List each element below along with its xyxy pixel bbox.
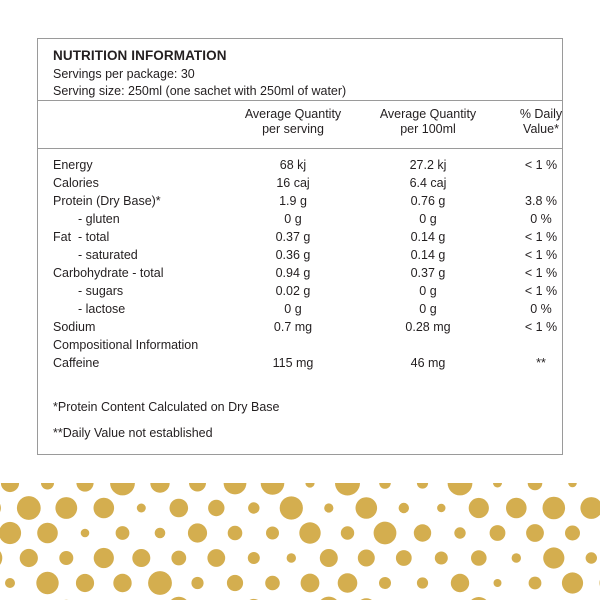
column-header-per-serving bbox=[228, 107, 358, 137]
serving-size: Serving size: 250ml (one sachet with 250ml of water) bbox=[53, 84, 347, 98]
nutrient-value-per-serving: 0 g bbox=[284, 302, 302, 316]
nutrient-label: Sodium bbox=[53, 320, 96, 334]
nutrient-value-per-serving: 115 mg bbox=[272, 356, 314, 370]
nutrient-daily-value: < 1 % bbox=[524, 248, 558, 262]
table-row bbox=[38, 264, 562, 282]
footnote: *Protein Content Calculated on Dry Base bbox=[53, 400, 280, 414]
nutrient-value-per-100ml: 0 g bbox=[419, 302, 437, 316]
nutrient-value-per-100ml: 0.14 g bbox=[410, 248, 446, 262]
nutrient-label: Fat - total bbox=[53, 230, 110, 244]
column-header-daily-value-line2: Value* bbox=[523, 122, 559, 136]
nutrient-value-per-serving: 0.02 g bbox=[275, 284, 311, 298]
column-header-per-100ml-line2: per 100ml bbox=[400, 122, 456, 136]
table-row bbox=[38, 174, 562, 192]
nutrient-value-per-serving: 0.36 g bbox=[275, 248, 311, 262]
table-row bbox=[38, 354, 562, 372]
nutrient-label: - saturated bbox=[78, 248, 138, 262]
nutrition-information-panel bbox=[37, 38, 563, 455]
nutrient-daily-value: < 1 % bbox=[524, 266, 558, 280]
nutrient-value-per-serving: 0.94 g bbox=[275, 266, 311, 280]
gold-dot-pattern-decoration bbox=[0, 483, 600, 600]
table-row bbox=[38, 300, 562, 318]
nutrient-value-per-100ml: 0.37 g bbox=[410, 266, 446, 280]
nutrient-value-per-100ml: 0.14 g bbox=[410, 230, 446, 244]
table-row bbox=[38, 210, 562, 228]
nutrient-value-per-100ml: 0 g bbox=[419, 284, 437, 298]
nutrient-value-per-serving: 0.37 g bbox=[275, 230, 311, 244]
nutrient-daily-value: 3.8 % bbox=[525, 194, 557, 208]
nutrient-value-per-serving: 0.7 mg bbox=[273, 320, 313, 334]
panel-header bbox=[38, 39, 562, 100]
footnotes bbox=[53, 399, 280, 451]
nutrient-label: Compositional Information bbox=[53, 338, 199, 352]
nutrient-value-per-100ml: 6.4 caj bbox=[409, 176, 447, 190]
column-header-per-100ml bbox=[363, 107, 493, 137]
table-row bbox=[38, 246, 562, 264]
nutrient-daily-value: < 1 % bbox=[524, 158, 558, 172]
nutrient-daily-value: 0 % bbox=[530, 302, 552, 316]
nutrient-label: Carbohydrate - total bbox=[53, 266, 164, 280]
table-row bbox=[38, 228, 562, 246]
nutrient-value-per-100ml: 0.28 mg bbox=[405, 320, 451, 334]
nutrient-daily-value: 0 % bbox=[530, 212, 552, 226]
column-header-daily-value-line1: % Daily bbox=[519, 107, 563, 121]
nutrient-label: Calories bbox=[53, 176, 99, 190]
nutrient-daily-value: < 1 % bbox=[524, 320, 558, 334]
table-row bbox=[38, 192, 562, 210]
servings-per-package: Servings per package: 30 bbox=[53, 67, 195, 81]
nutrient-label: Energy bbox=[53, 158, 93, 172]
nutrient-daily-value: ** bbox=[536, 356, 546, 370]
nutrient-rows bbox=[38, 149, 562, 372]
column-header-per-serving-line2: per serving bbox=[262, 122, 324, 136]
column-header-daily-value bbox=[500, 107, 582, 137]
table-row bbox=[38, 318, 562, 336]
nutrient-value-per-serving: 1.9 g bbox=[279, 194, 307, 208]
page-title: NUTRITION INFORMATION bbox=[53, 48, 227, 63]
column-header-per-100ml-line1: Average Quantity bbox=[379, 107, 477, 121]
nutrient-value-per-100ml: 46 mg bbox=[410, 356, 446, 370]
nutrient-value-per-100ml: 27.2 kj bbox=[409, 158, 447, 172]
column-header-per-serving-line1: Average Quantity bbox=[244, 107, 342, 121]
nutrient-label: Caffeine bbox=[53, 356, 100, 370]
table-row bbox=[38, 282, 562, 300]
nutrient-daily-value: < 1 % bbox=[524, 284, 558, 298]
nutrient-label: - sugars bbox=[78, 284, 124, 298]
nutrient-value-per-100ml: 0 g bbox=[419, 212, 437, 226]
nutrient-value-per-serving: 68 kj bbox=[279, 158, 307, 172]
nutrient-daily-value: < 1 % bbox=[524, 230, 558, 244]
nutrient-label: Protein (Dry Base)* bbox=[53, 194, 161, 208]
nutrient-label: - gluten bbox=[78, 212, 120, 226]
table-column-headers bbox=[38, 101, 562, 148]
table-row bbox=[38, 156, 562, 174]
footnote: **Daily Value not established bbox=[53, 426, 213, 440]
nutrient-value-per-serving: 0 g bbox=[284, 212, 302, 226]
nutrient-value-per-serving: 16 caj bbox=[276, 176, 310, 190]
nutrient-label: - lactose bbox=[78, 302, 126, 316]
table-row bbox=[38, 336, 562, 354]
nutrient-value-per-100ml: 0.76 g bbox=[410, 194, 446, 208]
